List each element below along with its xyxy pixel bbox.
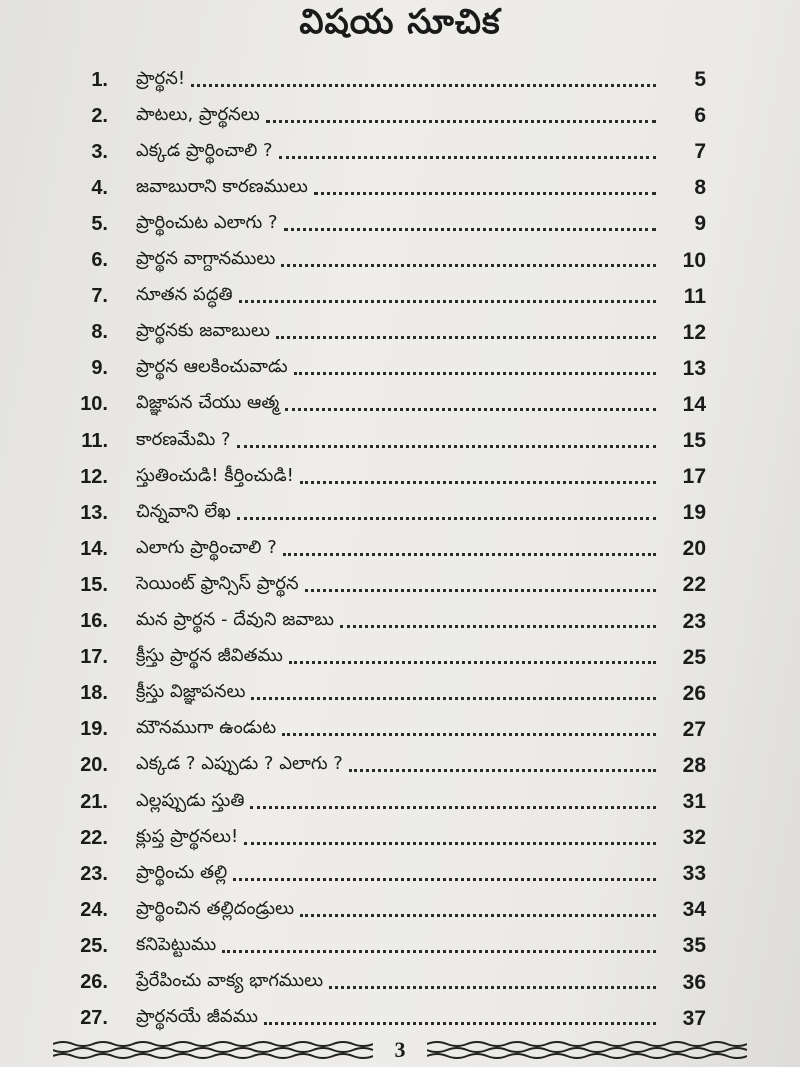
toc-entry (0, 892, 800, 928)
toc-entry-page: 9 (694, 212, 706, 236)
toc-entry-number: 8. (91, 321, 108, 344)
dot-leader (284, 228, 656, 231)
toc-entry-page: 34 (682, 898, 706, 922)
dot-leader (283, 553, 656, 556)
dot-leader (191, 84, 656, 87)
toc-entry-number: 20. (80, 754, 108, 777)
dot-leader (329, 986, 656, 989)
toc-entry-page: 8 (694, 176, 706, 200)
toc-entry-page: 14 (682, 392, 706, 416)
toc-entry (0, 62, 800, 98)
toc-entry-page: 32 (682, 826, 706, 850)
toc-entry (0, 1001, 800, 1037)
toc-entry-number: 19. (80, 718, 108, 741)
toc-entry (0, 98, 800, 134)
toc-entry (0, 315, 800, 351)
toc-entry-page: 13 (682, 356, 706, 380)
toc-entry-number: 15. (80, 573, 108, 596)
dot-leader (340, 625, 656, 628)
toc-entry-title: నూతన పద్ధతి (136, 284, 233, 306)
toc-entry-page: 10 (682, 248, 706, 272)
toc-entry-number: 21. (80, 790, 108, 813)
dot-leader (289, 661, 656, 664)
dot-leader (244, 842, 656, 845)
decorative-border-right (427, 1040, 747, 1060)
toc-entry-number: 17. (80, 646, 108, 669)
toc-entry-title: క్లుప్త ప్రార్థనలు! (136, 825, 239, 847)
toc-entry (0, 567, 800, 603)
dot-leader (233, 878, 656, 881)
toc-entry-title: విజ్ఞాపన చేయు ఆత్మ (136, 392, 280, 414)
toc-entry-title: ప్రార్థన ఆలకించువాడు (136, 356, 288, 378)
toc-entry (0, 279, 800, 315)
toc-entry-number: 5. (91, 212, 108, 235)
dot-leader (264, 1022, 656, 1025)
toc-entry-number: 1. (91, 68, 108, 91)
toc-entry-number: 13. (80, 501, 108, 524)
toc-entry (0, 423, 800, 459)
toc-entry-title: ప్రార్థించుట ఎలాగు ? (136, 211, 278, 233)
toc-entry-title: ప్రేరేపించు వాక్య భాగములు (136, 970, 324, 991)
toc-entry-number: 14. (80, 537, 108, 560)
toc-entry-page: 5 (694, 68, 706, 91)
toc-entry-page: 19 (682, 501, 706, 525)
toc-entry (0, 170, 800, 206)
page-footer (0, 1038, 800, 1062)
toc-entry-page: 15 (682, 429, 706, 452)
dot-leader (300, 481, 656, 484)
toc-entry-number: 27. (80, 1007, 108, 1030)
toc-entry-page: 6 (694, 104, 706, 128)
toc-entry (0, 820, 800, 856)
toc-entry-title: ప్రార్థనయే జీవము (136, 1006, 258, 1028)
toc-entry (0, 495, 800, 531)
toc-entry (0, 459, 800, 495)
toc-entry-page: 12 (682, 320, 706, 344)
toc-entry-number: 6. (91, 249, 108, 271)
toc-entry-title: సెయింట్ ఫ్రాన్సిస్ ప్రార్థన (136, 572, 299, 594)
toc-entry-number: 22. (80, 826, 108, 849)
toc-entry-title: ప్రార్థన వాగ్దానములు (136, 248, 276, 269)
toc-entry-title: స్తుతించుడి! కీర్తించుడి! (136, 464, 294, 486)
toc-entry (0, 640, 800, 676)
toc-entry-page: 25 (682, 645, 706, 669)
toc-entry-page: 26 (682, 681, 706, 705)
dot-leader (276, 336, 656, 339)
decorative-border-left (53, 1040, 373, 1060)
toc-entry (0, 748, 800, 784)
toc-entry (0, 928, 800, 964)
toc-entry-page: 27 (682, 717, 706, 741)
toc-entry (0, 856, 800, 892)
toc-entry-page: 22 (682, 573, 706, 597)
toc-entry (0, 387, 800, 423)
page-title: విషయ సూచిక (299, 2, 501, 42)
toc-entry-page: 31 (682, 790, 706, 813)
toc-entry-title: మన ప్రార్థన - దేవుని జవాబు (136, 609, 334, 630)
toc-entry-page: 17 (682, 465, 706, 489)
toc-entry-number: 25. (80, 934, 108, 957)
toc-entry-title: చిన్నవాని లేఖ (136, 500, 231, 522)
dot-leader (314, 192, 656, 195)
dot-leader (266, 120, 656, 123)
toc-entry-title: ప్రార్థించు తల్లి (136, 861, 228, 883)
toc-entry (0, 243, 800, 279)
toc-entry-number: 2. (91, 104, 108, 127)
toc-entry-number: 12. (80, 465, 108, 488)
dot-leader (237, 517, 656, 520)
toc-entry-number: 3. (91, 140, 108, 163)
toc-entry (0, 351, 800, 387)
dot-leader (300, 914, 656, 917)
toc-entry-number: 10. (80, 393, 108, 416)
toc-entry-title: ఎల్లప్పుడు స్తుతి (136, 789, 245, 811)
toc-entry (0, 712, 800, 748)
toc-entry-page: 35 (682, 934, 706, 958)
toc-entry-title: మౌనముగా ఉండుట (136, 717, 277, 739)
toc-entry-title: ఎక్కడ ? ఎప్పుడు ? ఎలాగు ? (136, 753, 343, 775)
dot-leader (279, 156, 656, 159)
dot-leader (281, 264, 656, 267)
toc-entry-title: కారణమేమి ? (136, 428, 231, 450)
toc-entry-number: 7. (91, 285, 108, 308)
toc-entry-title: ప్రార్థించిన తల్లిదండ్రులు (136, 897, 295, 919)
toc-entry-title: ప్రార్థన! (136, 67, 186, 89)
toc-entry-number: 26. (80, 971, 108, 993)
dot-leader (285, 408, 656, 411)
toc-entry (0, 134, 800, 170)
toc-entry-title: కనిపెట్టుము (136, 933, 217, 955)
toc-entry (0, 604, 800, 640)
toc-entry-title: క్రీస్తు విజ్ఞాపనలు (136, 681, 246, 703)
toc-entry-page: 7 (694, 140, 706, 164)
toc-entry-title: క్రీస్తు ప్రార్థన జీవితము (136, 645, 283, 667)
toc-entry-page: 11 (683, 284, 706, 308)
page-number: 3 (394, 1037, 406, 1062)
toc-entry (0, 531, 800, 567)
toc-entry-number: 18. (80, 682, 108, 705)
dot-leader (294, 372, 656, 375)
dot-leader (237, 445, 656, 448)
toc-entry-title: ప్రార్థనకు జవాబులు (136, 320, 270, 342)
dot-leader (349, 769, 656, 772)
toc-entry-number: 9. (91, 357, 108, 380)
toc-entry-page: 28 (682, 753, 706, 777)
toc-entry-page: 36 (682, 970, 706, 994)
toc-entry (0, 676, 800, 712)
toc-entry-number: 24. (80, 898, 108, 921)
dot-leader (305, 589, 656, 592)
dot-leader (239, 300, 656, 303)
toc-entry (0, 784, 800, 820)
toc-entry-number: 11. (81, 429, 108, 452)
toc-entry-page: 37 (682, 1006, 706, 1030)
toc-entry (0, 965, 800, 1001)
toc-entry-title: పాటలు, ప్రార్థనలు (136, 103, 260, 125)
dot-leader (251, 697, 656, 700)
dot-leader (250, 806, 656, 809)
toc-entry-number: 4. (91, 176, 108, 199)
dot-leader (282, 733, 656, 736)
toc-entry-page: 33 (682, 862, 706, 886)
toc-entry-title: జవాబురాని కారణములు (136, 175, 308, 197)
dot-leader (222, 950, 656, 953)
toc-entry-title: ఎలాగు ప్రార్థించాలి ? (136, 536, 277, 558)
toc-entry-page: 20 (682, 537, 706, 561)
toc-entry (0, 206, 800, 242)
toc-entry-number: 16. (80, 610, 108, 632)
toc-entry-title: ఎక్కడ ప్రార్థించాలి ? (136, 139, 273, 161)
toc-entry-number: 23. (80, 862, 108, 885)
toc-entry-page: 23 (682, 609, 706, 633)
